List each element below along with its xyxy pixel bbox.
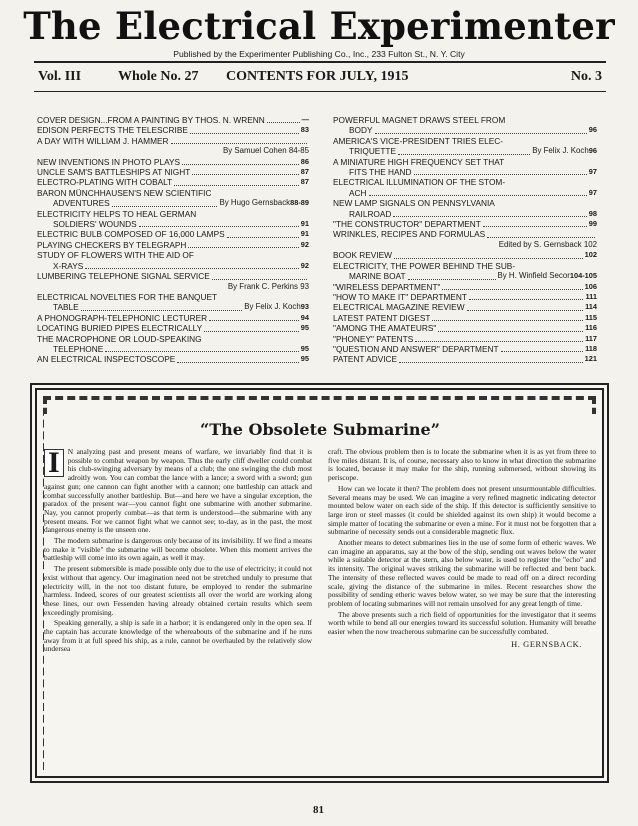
- contents-heading: CONTENTS FOR JULY, 1915: [226, 69, 409, 84]
- toc-entry-title: A MINIATURE HIGH FREQUENCY SET THAT: [333, 156, 505, 167]
- toc-entry-page: 111: [585, 291, 597, 301]
- toc-entry-continuation: [333, 125, 597, 135]
- toc-entry-page: 87: [300, 167, 309, 177]
- toc-entry-page: 98: [588, 208, 597, 218]
- toc-entry-byline-line: [37, 282, 309, 292]
- toc-entry-title: PATENT ADVICE: [333, 354, 398, 365]
- toc-entry-continuation: [37, 219, 309, 229]
- magazine-title: The Electrical Experimenter: [23, 4, 615, 48]
- toc-entry: [333, 198, 597, 208]
- toc-entry-page: 95: [300, 354, 309, 364]
- toc-entry-title: STUDY OF FLOWERS WITH THE AID OF: [37, 250, 194, 261]
- toc-leader-dots: [190, 133, 299, 134]
- toc-entry-title: "PHONEY" PATENTS: [333, 333, 414, 344]
- toc-leader-dots: [227, 237, 299, 238]
- toc-entry: [333, 136, 597, 146]
- toc-entry-page: 87: [300, 177, 309, 187]
- toc-entry: [333, 157, 597, 167]
- toc-entry: [333, 250, 597, 260]
- toc-entry-page: 93: [300, 302, 309, 312]
- toc-leader-dots: [414, 174, 587, 175]
- toc-entry-page: 117: [585, 333, 597, 343]
- toc-entry-title: NEW LAMP SIGNALS ON PENNSYLVANIA: [333, 198, 495, 209]
- toc-leader-dots: [171, 143, 307, 144]
- toc-leader-dots: [408, 279, 496, 280]
- toc-entry-page: 118: [585, 343, 597, 353]
- toc-entry-title: ELECTRO-PLATING WITH COBALT: [37, 177, 173, 188]
- toc-leader-dots: [501, 351, 584, 352]
- toc-entry-cont-text: TELEPHONE: [53, 343, 104, 354]
- drop-cap-initial: I: [44, 449, 64, 477]
- toc-entry-continuation: [37, 302, 309, 312]
- toc-entry-byline: By Frank C. Perkins: [227, 281, 299, 291]
- toc-entry-cont-text: SOLDIERS' WOUNDS: [53, 219, 137, 230]
- toc-entry-page: 94: [300, 312, 309, 322]
- toc-leader-dots: [105, 351, 299, 352]
- toc-entry-page: 96: [588, 125, 597, 135]
- toc-entry-page: 95: [300, 323, 309, 333]
- toc-entry-continuation: [37, 261, 309, 271]
- toc-entry: [37, 125, 309, 135]
- toc-entry-title: POWERFUL MAGNET DRAWS STEEL FROM: [333, 115, 506, 125]
- article-paragraph-text: Speaking generally, a ship is safe in a harbor; it is endangered only in the open sea. If the captain has accurate knowledge of the whereabouts of the submarine and if he runs away from it at full speed his ship, as a rule, cannot be overhauled by the relatively slow undersea: [44, 618, 312, 654]
- toc-entry-page: 114: [585, 302, 597, 312]
- toc-entry-title: "QUESTION AND ANSWER" DEPARTMENT: [333, 343, 499, 354]
- toc-entry: [333, 292, 597, 302]
- toc-leader-dots: [177, 362, 298, 363]
- toc-leader-dots: [267, 122, 300, 123]
- toc-entry-byline: Edited by S. Gernsback: [498, 239, 582, 249]
- toc-entry-page: 99: [588, 219, 597, 229]
- toc-entry-title: AMERICA'S VICE-PRESIDENT TRIES ELEC-: [333, 135, 504, 146]
- toc-entry-continuation: [333, 167, 597, 177]
- toc-entry-title: COVER DESIGN...FROM A PAINTING BY THOS. N. WRENN: [37, 115, 265, 125]
- toc-leader-dots: [369, 195, 587, 196]
- toc-entry: [37, 167, 309, 177]
- masthead: [0, 6, 638, 59]
- toc-entry-title: ELECTRICAL MAGAZINE REVIEW: [333, 302, 465, 313]
- toc-entry-title: LOCATING BURIED PIPES ELECTRICALLY: [37, 323, 203, 334]
- toc-entry-cont-text: RAILROAD: [349, 208, 392, 219]
- toc-entry: [333, 344, 597, 354]
- toc-leader-dots: [399, 362, 583, 363]
- article-paragraph-text: The modern submarine is dangerous only because of its invisibility. If we find a means to make it "visible" the submarine will become obsolete. When this moment arrives the battleship will come into its own again, as well it may.: [44, 536, 312, 563]
- toc-entry: [333, 115, 597, 125]
- toc-entry: [37, 209, 309, 219]
- volume-label: Vol. III: [38, 69, 82, 84]
- toc-entry-title: A PHONOGRAPH-TELEPHONIC LECTURER: [37, 312, 208, 323]
- article-paragraph-text: N analyzing past and present means of warfare, we invariably find that it is possible to combat weapon by weapon. Thus the early cliff dweller could combat his club-swinging adversary by means of a club; the one swinging the club most adroitly won. You can combat the lance with a lance; a sword with a sword; gun against gun; one cannon can fight another with a cannon; one battleship can attack and combat successfully another battleship. But—and here we have a singular exception, the paradox of the present war—you cannot fight one submarine with another submarine. Nay, you cannot properly combat—as that term is understood—the submarine with any present means. For we cannot fight what we cannot see; to-day, as in the past, the most dangerous enemy is the unseen one.: [44, 447, 312, 535]
- article-signature: H. GERNSBACK.: [511, 639, 582, 649]
- toc-entry-byline: By Felix J. Koch: [244, 302, 301, 312]
- toc-leader-dots: [398, 154, 530, 155]
- toc-entry-title: LUMBERING TELEPHONE SIGNAL SERVICE: [37, 271, 210, 282]
- toc-entry-cont-text: MARINE BOAT: [349, 271, 406, 282]
- toc-entry: [37, 229, 309, 239]
- toc-entry: [333, 323, 597, 333]
- toc-leader-dots: [432, 320, 583, 321]
- toc-entry-title: AN ELECTRICAL INSPECTOSCOPE: [37, 354, 176, 365]
- toc-entry: [333, 261, 597, 271]
- article-right-column: [328, 448, 596, 656]
- toc-entry: [333, 302, 597, 312]
- toc-entry-page: 91: [300, 219, 309, 229]
- toc-entry-cont-text: ACH: [349, 187, 367, 198]
- editorial-article: [44, 414, 596, 774]
- article-paragraph: Another means to detect submarines lies in the use of some form of etheric waves. We can imagine an apparatus, say at the bow of the ship, sending out waves below the water while a suitable detector at the stern, also below water, is used to register the "echo" and its intensity. The original waves striking the submarine will be reflected and bent back. The intensity of these reflected waves could be made to read off on a direct recording scale, giving the distance of the submarine in miles. Recent researches show the possibility of sending etheric waves below water, so we may be sure that the interesting problem of locating submarines will not remain unsolved for any great length of time.: [328, 538, 596, 608]
- toc-entry-page: 88-89: [290, 198, 309, 208]
- toc-leader-dots: [415, 341, 583, 342]
- toc-entry-title: BOOK REVIEW: [333, 250, 393, 261]
- toc-entry-title: ELECTRIC BULB COMPOSED OF 16,000 LAMPS: [37, 229, 225, 240]
- toc-entry: [37, 334, 309, 344]
- toc-entry: [37, 271, 309, 281]
- toc-entry-cont-text: ADVENTURES: [53, 198, 110, 209]
- toc-entry-title: "HOW TO MAKE IT" DEPARTMENT: [333, 291, 467, 302]
- toc-entry-title: BARON MÜNCHHAUSEN'S NEW SCIENTIFIC: [37, 187, 212, 198]
- toc-leader-dots: [375, 133, 587, 134]
- toc-leader-dots: [188, 247, 298, 248]
- toc-entry: [37, 313, 309, 323]
- toc-entry: [37, 240, 309, 250]
- issue-bar: [34, 61, 606, 92]
- toc-entry: [37, 292, 309, 302]
- toc-entry: [37, 177, 309, 187]
- article-paragraph: [44, 448, 312, 535]
- toc-entry: [333, 219, 597, 229]
- toc-entry-title: "AMONG THE AMATEURS": [333, 323, 437, 334]
- article-columns: [44, 448, 596, 656]
- toc-leader-dots: [81, 310, 243, 311]
- toc-entry: [333, 177, 597, 187]
- page-number: 81: [313, 804, 324, 816]
- toc-entry-page: 116: [585, 323, 597, 333]
- article-paragraph: craft. The obvious problem then is to locate the submarine when it is as yet from three to five miles distant. It is, of course, necessary also to know in what direction the submarine is located, because it may make for the ship, running submersed, without showing its periscope.: [328, 447, 596, 483]
- toc-leader-dots: [469, 299, 584, 300]
- toc-entry-title: PLAYING CHECKERS BY TELEGRAPH: [37, 239, 187, 250]
- toc-entry-page: 83: [300, 125, 309, 135]
- toc-entry-title: LATEST PATENT DIGEST: [333, 312, 431, 323]
- toc-entry-page: 97: [588, 187, 597, 197]
- article-paragraph: [44, 619, 312, 654]
- toc-entry-title: NEW INVENTIONS IN PHOTO PLAYS: [37, 156, 181, 167]
- toc-entry: [37, 115, 309, 125]
- toc-entry-continuation: [333, 188, 597, 198]
- toc-entry-page: 102: [583, 239, 597, 249]
- toc-entry-byline-line: [37, 146, 309, 156]
- toc-entry-page: 102: [584, 250, 597, 260]
- article-paragraph: How can we locate it then? The problem does not present unsurmountable difficulties. Several means may be used. We can imagine a very refined magnetic indicating detector mounted below water on each side of the ship. If this detector is sufficiently sensitive to large iron or steel masses (it could be shielded against its own ship) it would become a simple matter of locating the submarine or even a mine. For it must not be forgotten that a submarine of necessity sends out a considerable magnetic flux.: [328, 483, 596, 537]
- toc-entry-continuation: [333, 146, 597, 156]
- toc-leader-dots: [192, 174, 299, 175]
- toc-entry-page: 104-105: [569, 271, 597, 281]
- toc-leader-dots: [204, 331, 299, 332]
- toc-entry-title: A DAY WITH WILLIAM J. HAMMER: [37, 135, 169, 146]
- toc-leader-dots: [487, 237, 595, 238]
- article-paragraph: The above presents such a rich field of opportunities for the investigator that it seems worth while to bend all our energies toward its successful solution. Humanity will breathe easier when the now treacherous submarine can be successfully combated.: [328, 609, 596, 637]
- toc-entry-byline: By Samuel Cohen: [223, 146, 287, 156]
- toc-entry-page: 92: [300, 260, 309, 270]
- toc-leader-dots: [209, 320, 299, 321]
- toc-entry: [37, 323, 309, 333]
- toc-entry-page: —: [301, 115, 309, 124]
- toc-leader-dots: [85, 268, 298, 269]
- article-title: “The Obsolete Submarine”: [200, 420, 440, 439]
- toc-entry: [37, 157, 309, 167]
- toc-entry: [333, 354, 597, 364]
- article-paragraph-text: The present submersible is made possible only due to the use of electricity; it could not exist without that agency. Our imagination need not be stretched unduly to presume that electricity will, in the not too distant future, be employed to render the submarine harmless. Indeed, scores of our greatest scientists all over the world are working along these lines, our own Fessenden having already obtained certain results which seem exceedingly promising.: [44, 564, 312, 617]
- toc-entry-cont-text: FITS THE HAND: [349, 167, 412, 178]
- toc-entry-continuation: [37, 344, 309, 354]
- toc-leader-dots: [182, 164, 299, 165]
- toc-entry-byline: By Felix J. Koch: [532, 146, 589, 156]
- toc-entry-title: ELECTRICITY, THE POWER BEHIND THE SUB-: [333, 260, 516, 271]
- toc-entry-cont-text: TRIQUETTE: [349, 146, 397, 157]
- toc-entry: [333, 282, 597, 292]
- toc-entry-title: ELECTRICAL NOVELTIES FOR THE BANQUET: [37, 291, 218, 302]
- toc-entry: [333, 334, 597, 344]
- toc-entry-page: 84-85: [288, 146, 309, 156]
- toc-entry-page: 96: [588, 146, 597, 156]
- toc-entry-page: 115: [585, 312, 597, 322]
- toc-entry-byline-line: [333, 240, 597, 250]
- toc-leader-dots: [112, 206, 218, 207]
- toc-left-column: [37, 115, 309, 365]
- toc-entry-page: 86: [300, 156, 309, 166]
- toc-entry: [37, 136, 309, 146]
- toc-entry-title: EDISON PERFECTS THE TELESCRIBE: [37, 125, 188, 136]
- toc-entry-title: ELECTRICITY HELPS TO HEAL GERMAN: [37, 208, 197, 219]
- article-left-column: [44, 448, 312, 656]
- toc-leader-dots: [467, 310, 584, 311]
- toc-entry-page: 106: [584, 281, 597, 291]
- toc-leader-dots: [139, 226, 299, 227]
- toc-entry-cont-text: X-RAYS: [53, 260, 84, 271]
- toc-entry: [333, 313, 597, 323]
- toc-entry-page: 91: [300, 229, 309, 239]
- toc-entry-page: 95: [300, 343, 309, 353]
- toc-leader-dots: [483, 226, 587, 227]
- toc-entry-title: THE MACROPHONE OR LOUD-SPEAKING: [37, 333, 202, 344]
- publisher-line: Published by the Experimenter Publishing Co., Inc., 233 Fulton St., N. Y. City: [173, 49, 465, 59]
- toc-entry-title: "THE CONSTRUCTOR" DEPARTMENT: [333, 219, 481, 230]
- toc-entry-continuation: [333, 209, 597, 219]
- toc-entry-continuation: [37, 198, 309, 208]
- toc-entry-title: "WIRELESS DEPARTMENT": [333, 281, 441, 292]
- toc-leader-dots: [442, 289, 582, 290]
- toc-entry-page: 92: [300, 239, 309, 249]
- toc-entry-title: ELECTRICAL ILLUMINATION OF THE STOM-: [333, 177, 506, 188]
- toc-entry-continuation: [333, 271, 597, 281]
- toc-entry: [37, 250, 309, 260]
- whole-number-label: Whole No. 27: [118, 69, 199, 84]
- toc-leader-dots: [394, 258, 583, 259]
- toc-right-column: [333, 115, 597, 365]
- issue-number-label: No. 3: [570, 69, 602, 84]
- toc-entry-cont-text: BODY: [349, 125, 373, 136]
- toc-leader-dots: [438, 331, 583, 332]
- toc-entry: [37, 188, 309, 198]
- toc-leader-dots: [174, 185, 299, 186]
- toc-entry-title: UNCLE SAM'S BATTLESHIPS AT NIGHT: [37, 167, 191, 178]
- toc-entry: [333, 229, 597, 239]
- toc-entry-byline: By H. Winfield Secor: [497, 271, 570, 281]
- toc-leader-dots: [393, 216, 586, 217]
- toc-entry-byline: By Hugo Gernsback: [219, 198, 291, 208]
- toc-entry-cont-text: TABLE: [53, 302, 79, 313]
- toc-entry-page: 121: [584, 354, 597, 364]
- toc-entry-page: 97: [588, 167, 597, 177]
- article-paragraph: [44, 537, 312, 563]
- article-paragraph: [44, 565, 312, 617]
- toc-entry-page: 93: [300, 281, 309, 291]
- toc-entry-title: WRINKLES, RECIPES AND FORMULAS: [333, 229, 486, 240]
- toc-leader-dots: [212, 279, 307, 280]
- toc-entry: [37, 354, 309, 364]
